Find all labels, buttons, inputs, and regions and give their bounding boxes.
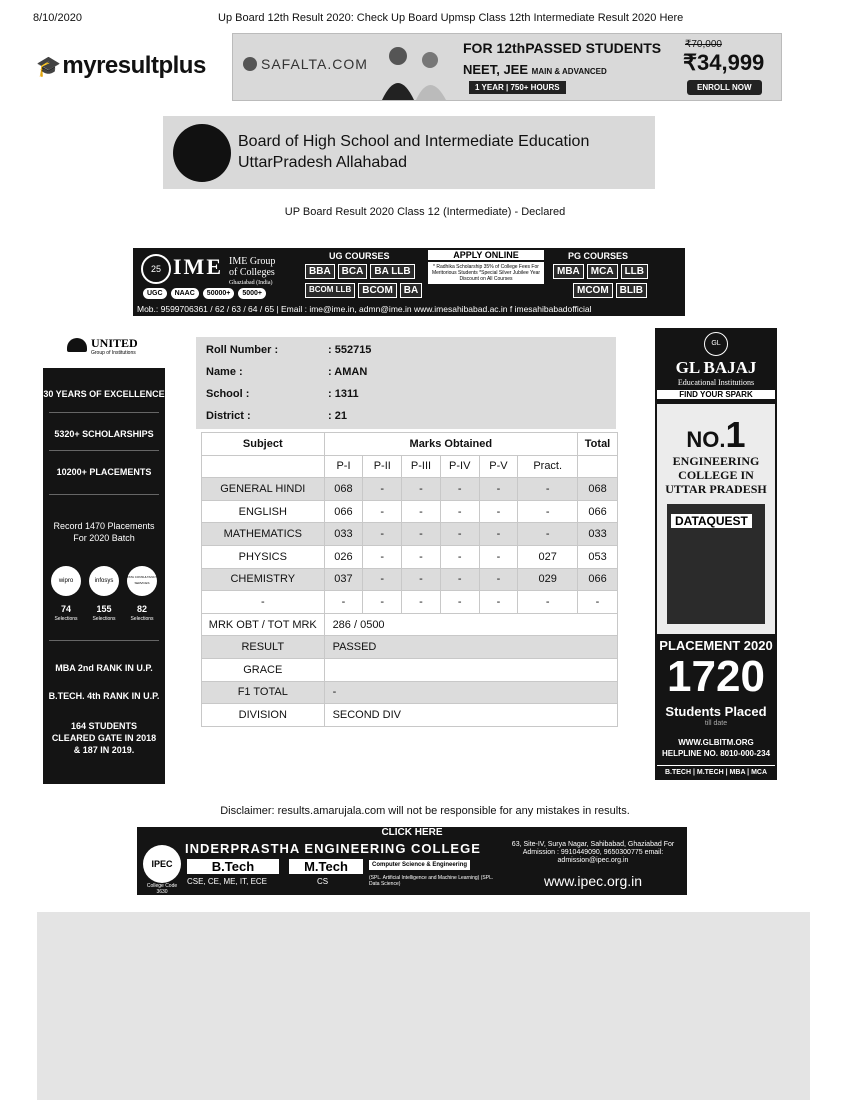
print-date: 8/10/2020 <box>33 12 82 24</box>
subject-cell: ENGLISH <box>202 500 325 523</box>
placement-count: 1720 <box>667 652 765 701</box>
table-row <box>202 545 618 568</box>
course-badge: MCA <box>587 264 618 279</box>
united-item: 10200+ PLACEMENTS <box>56 467 152 477</box>
summary-label: MRK OBT / TOT MRK <box>202 613 325 636</box>
ime-group-line3: Ghaziabad (India) <box>229 280 273 286</box>
roll-number-label: Roll Number : <box>206 344 279 356</box>
total-header: Total <box>578 433 618 456</box>
enroll-now-button[interactable]: ENROLL NOW <box>687 80 762 95</box>
united-name: UNITED <box>91 336 138 350</box>
pg-courses-row2 <box>573 283 647 298</box>
paper-header: P-I <box>324 455 363 478</box>
btech-branches: CSE, CE, ME, IT, ECE <box>187 877 268 886</box>
apply-online-box[interactable] <box>428 250 544 300</box>
roll-number-value: : 552715 <box>328 344 372 356</box>
mark-cell: - <box>440 591 479 614</box>
mark-cell: - <box>440 523 479 546</box>
safalta-old-price: ₹70,000 <box>685 39 722 50</box>
district-value: : 21 <box>328 410 347 422</box>
table-row <box>202 591 618 614</box>
subject-cell: MATHEMATICS <box>202 523 325 546</box>
recruiter-count: 74 <box>60 604 71 614</box>
graduation-cap-icon: 🎓 <box>36 55 61 78</box>
united-item: Record 1470 Placements For 2020 Batch <box>53 521 155 543</box>
cse-label: Computer Science & Engineering <box>369 860 470 870</box>
glbajaj-rank-panel <box>657 404 775 634</box>
united-item: 30 YEARS OF EXCELLENCE <box>43 389 165 399</box>
ime-badge: NAAC <box>171 288 199 299</box>
recruiter-label: Selections <box>92 616 116 622</box>
subject-cell: PHYSICS <box>202 545 325 568</box>
ipec-specializations: (SPL. Artificial Intelligence and Machine Learning) (SPL. Data Science) <box>369 875 494 887</box>
placed-label: Students Placed <box>665 704 767 719</box>
site-logo-text: myresultplus <box>62 52 206 79</box>
course-badge: BCOM <box>358 283 397 298</box>
table-row <box>202 478 618 501</box>
name-row <box>206 361 367 383</box>
summary-value <box>324 658 617 681</box>
united-item: 164 STUDENTS CLEARED GATE IN 2018 & 187 IN 2019. <box>51 721 157 755</box>
mark-cell: - <box>402 545 441 568</box>
mark-cell: - <box>363 500 402 523</box>
summary-row <box>202 658 618 681</box>
mark-cell: 033 <box>324 523 363 546</box>
ipec-address: 63, Site-IV, Surya Nagar, Sahibabad, Ghaziabad For Admission : 9910449090, 9650300775 email: admission@ipec.org.in <box>511 841 675 864</box>
glbajaj-helpline: HELPLINE NO. 8010-000-234 <box>661 749 771 758</box>
course-badge: MBA <box>553 264 584 279</box>
recruiter-label: Selections <box>54 616 78 622</box>
mark-cell: 066 <box>324 500 363 523</box>
site-logo[interactable] <box>36 52 206 80</box>
mtech-branches: CS <box>317 877 329 886</box>
summary-row <box>202 704 618 727</box>
mark-cell: - <box>518 500 578 523</box>
mark-cell: - <box>518 523 578 546</box>
paper-header: P-III <box>402 455 441 478</box>
recruiter-count: 155 <box>96 604 112 614</box>
safalta-brand-text: SAFALTA.COM <box>261 56 368 72</box>
summary-label: DIVISION <box>202 704 325 727</box>
course-badge: MCOM <box>573 283 613 298</box>
dataquest-title: DATAQUEST <box>671 514 752 528</box>
pg-courses-row1 <box>553 264 648 279</box>
summary-row <box>202 636 618 659</box>
glbajaj-website[interactable]: WWW.GLBITM.ORG <box>678 738 754 747</box>
mark-cell: - <box>479 591 518 614</box>
mark-cell: - <box>440 500 479 523</box>
mark-cell: - <box>402 500 441 523</box>
board-name-line2: UttarPradesh Allahabad <box>238 154 407 171</box>
course-badge: BA LLB <box>370 264 414 279</box>
student-info <box>196 337 616 429</box>
empty-cell <box>202 455 325 478</box>
mark-cell: - <box>518 478 578 501</box>
mark-cell: - <box>363 568 402 591</box>
ime-badge: UGC <box>143 288 167 299</box>
united-item: B.TECH. 4th RANK IN U.P. <box>48 691 160 701</box>
pg-courses-title: PG COURSES <box>568 251 629 261</box>
summary-row <box>202 613 618 636</box>
total-cell: 053 <box>578 545 618 568</box>
paper-header: P-II <box>363 455 402 478</box>
ime-emblem-icon: 25 <box>141 254 171 284</box>
course-badge: BBA <box>305 264 335 279</box>
divider <box>49 494 159 495</box>
glbajaj-name: GL BAJAJ <box>675 358 757 377</box>
safalta-price: ₹34,999 <box>683 50 765 75</box>
glbajaj-rank <box>657 414 775 456</box>
dataquest-magazine-image <box>667 504 765 624</box>
summary-value: SECOND DIV <box>324 704 617 727</box>
school-label: School : <box>206 388 250 400</box>
safalta-headline: FOR 12thPASSED STUDENTS <box>463 40 662 56</box>
mark-cell: - <box>479 478 518 501</box>
safalta-duration: 1 YEAR | 750+ HOURS <box>469 81 566 94</box>
safalta-exam <box>463 62 607 77</box>
total-cell: 068 <box>578 478 618 501</box>
mark-cell: - <box>440 545 479 568</box>
summary-row <box>202 681 618 704</box>
divider <box>49 640 159 641</box>
course-badge: BCOM LLB <box>305 283 355 298</box>
united-logo-icon <box>67 338 87 352</box>
safalta-ad-banner[interactable] <box>232 33 782 101</box>
glbajaj-tagline: FIND YOUR SPARK <box>657 390 775 399</box>
divider <box>49 412 159 413</box>
mark-cell: 029 <box>518 568 578 591</box>
united-ad-banner[interactable] <box>43 328 165 784</box>
table-row <box>202 523 618 546</box>
district-row <box>206 405 347 427</box>
subject-header: Subject <box>202 433 325 456</box>
glbajaj-claim: ENGINEERING COLLEGE IN UTTAR PRADESH <box>665 454 767 496</box>
mark-cell: - <box>479 523 518 546</box>
glbajaj-sub: Educational Institutions <box>677 378 755 387</box>
summary-value: PASSED <box>324 636 617 659</box>
mark-cell: - <box>363 591 402 614</box>
ipec-name: INDERPRASTHA ENGINEERING COLLEGE <box>185 841 481 856</box>
ime-group-line1: IME Group <box>229 256 276 267</box>
ipec-ad-banner[interactable] <box>137 827 687 895</box>
ug-courses-title: UG COURSES <box>329 251 390 261</box>
summary-value: 286 / 0500 <box>324 613 617 636</box>
roll-number-row <box>206 339 371 361</box>
school-value: : 1311 <box>328 388 359 400</box>
mark-cell: - <box>479 545 518 568</box>
total-cell: - <box>578 591 618 614</box>
mark-cell: - <box>363 478 402 501</box>
safalta-exam-suffix: MAIN & ADVANCED <box>531 67 607 76</box>
glbajaj-programs: B.TECH | M.TECH | MBA | MCA <box>657 765 775 776</box>
mark-cell: - <box>402 523 441 546</box>
subject-cell: CHEMISTRY <box>202 568 325 591</box>
ipec-website[interactable]: www.ipec.org.in <box>543 873 643 889</box>
recruiter-count: 82 <box>136 604 147 614</box>
paper-header-row <box>202 455 618 478</box>
summary-value: - <box>324 681 617 704</box>
summary-label: RESULT <box>202 636 325 659</box>
mtech-label: M.Tech <box>289 859 363 874</box>
glbajaj-ad-banner[interactable] <box>655 328 777 780</box>
total-cell: 066 <box>578 568 618 591</box>
united-item: 5320+ SCHOLARSHIPS <box>54 429 154 439</box>
recruiter-label: Selections <box>130 616 154 622</box>
tcs-logo-icon: TATA CONSULTANCY SERVICES <box>127 566 157 596</box>
mark-cell: - <box>518 591 578 614</box>
disclaimer: Disclaimer: results.amarujala.com will not be responsible for any mistakes in results. <box>220 805 630 817</box>
school-row <box>206 383 359 405</box>
rank-prefix: NO. <box>686 427 726 452</box>
paper-header: P-V <box>479 455 518 478</box>
summary-label: F1 TOTAL <box>202 681 325 704</box>
course-badge: BCA <box>338 264 368 279</box>
page-title: Up Board 12th Result 2020: Check Up Board Upmsp Class 12th Intermediate Result 2020 Here <box>218 12 684 24</box>
board-name-line1: Board of High School and Intermediate Education <box>238 133 590 150</box>
placement-title: PLACEMENT 2020 <box>659 638 773 653</box>
mark-cell: - <box>402 478 441 501</box>
subject-cell: GENERAL HINDI <box>202 478 325 501</box>
board-seal-icon <box>173 124 231 182</box>
mark-cell: 068 <box>324 478 363 501</box>
mark-cell: - <box>324 591 363 614</box>
safalta-brand <box>243 56 368 72</box>
empty-cell <box>578 455 618 478</box>
ime-group-name <box>229 256 275 289</box>
wipro-logo-icon: wipro <box>51 566 81 596</box>
footer-blank-area <box>37 912 810 1100</box>
marks-table <box>201 432 618 727</box>
ime-logo: IME <box>173 254 223 279</box>
marks-header-row <box>202 433 618 456</box>
mark-cell: 037 <box>324 568 363 591</box>
mark-cell: - <box>363 523 402 546</box>
result-heading <box>0 206 850 218</box>
safalta-logo-icon <box>243 57 257 71</box>
ime-badge: 5000+ <box>238 288 266 299</box>
summary-label: GRACE <box>202 658 325 681</box>
glbajaj-logo-icon: GL <box>704 332 728 356</box>
apply-online-title: APPLY ONLINE <box>428 250 544 260</box>
mark-cell: - <box>440 478 479 501</box>
people-photo-icon <box>368 40 463 100</box>
ipec-logo-icon: IPEC <box>143 845 181 883</box>
ug-courses-row1 <box>305 264 415 279</box>
united-sub: Group of Institutions <box>91 350 136 356</box>
ime-contact-footer: Mob.: 9599706361 / 62 / 63 / 64 / 65 | Email : ime@ime.in, admn@ime.in www.imesahibabad.ac.in f imesahibabadofficial <box>137 304 592 314</box>
till-date: till date <box>704 720 728 727</box>
ime-group-line2: of Colleges <box>229 267 275 278</box>
apply-online-note: * Radhika Scholarship 35% of College Fees For Meritorious Students *Special Silver Jubilee Year Discount on All Courses <box>428 262 544 284</box>
united-item: MBA 2nd RANK IN U.P. <box>55 663 153 673</box>
mark-cell: - <box>363 545 402 568</box>
mark-cell: - <box>440 568 479 591</box>
name-label: Name : <box>206 366 243 378</box>
mark-cell: - <box>402 591 441 614</box>
divider <box>49 450 159 451</box>
mark-cell: - <box>479 568 518 591</box>
ug-courses-row2 <box>305 283 422 298</box>
united-logo <box>43 328 165 368</box>
result-heading-text: UP Board Result 2020 Class 12 (Intermediate) - Declared <box>284 206 566 218</box>
district-label: District : <box>206 410 251 422</box>
table-row <box>202 568 618 591</box>
rank-number: 1 <box>725 414 746 455</box>
name-value: : AMAN <box>328 366 368 378</box>
mark-cell: 026 <box>324 545 363 568</box>
ipec-college-code: College Code 3630 <box>146 883 178 895</box>
subject-cell: - <box>202 591 325 614</box>
btech-label: B.Tech <box>187 859 279 874</box>
total-cell: 066 <box>578 500 618 523</box>
course-badge: BA <box>400 283 422 298</box>
mark-cell: - <box>402 568 441 591</box>
ime-badge: 50000+ <box>203 288 235 299</box>
ime-ad-banner[interactable] <box>133 248 685 316</box>
paper-header: P-IV <box>440 455 479 478</box>
total-cell: 033 <box>578 523 618 546</box>
safalta-exam-text: NEET, JEE <box>463 62 529 77</box>
course-badge: BLIB <box>616 283 647 298</box>
mark-cell: 027 <box>518 545 578 568</box>
mark-cell: - <box>479 500 518 523</box>
course-badge: LLB <box>621 264 648 279</box>
click-here-link[interactable]: CLICK HERE <box>137 827 687 838</box>
table-row <box>202 500 618 523</box>
paper-header: Pract. <box>518 455 578 478</box>
board-banner <box>163 116 655 189</box>
marks-obtained-header: Marks Obtained <box>324 433 577 456</box>
infosys-logo-icon: infosys <box>89 566 119 596</box>
ime-badges <box>143 288 266 299</box>
